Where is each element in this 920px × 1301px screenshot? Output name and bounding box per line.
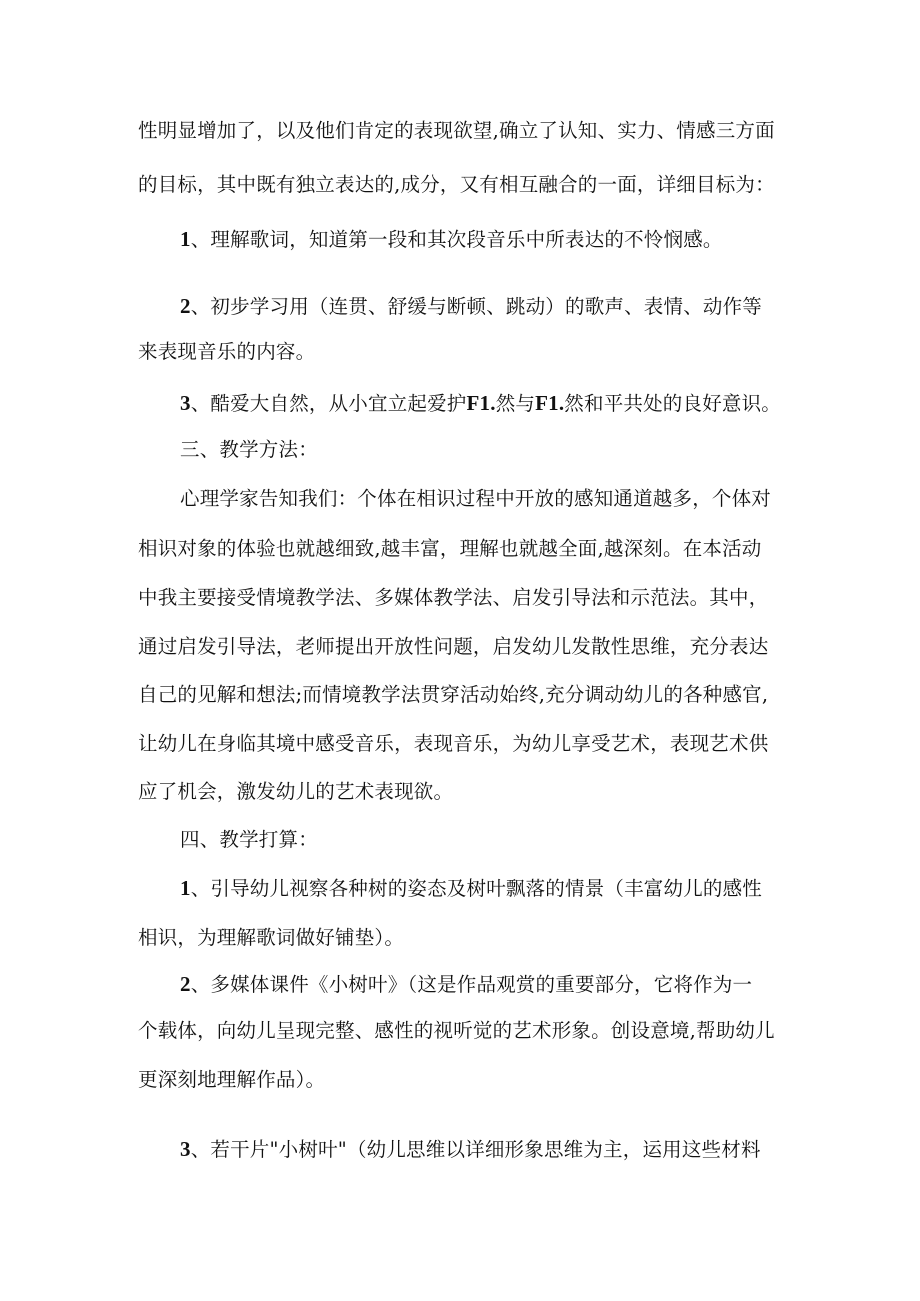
section-heading	[180, 826, 318, 854]
paragraph-line	[138, 730, 768, 758]
item-number: 1	[180, 227, 191, 251]
line-text: 相识对象的体验也就越细致,越丰富，理解也就越全面,越深刻。在本活动	[138, 537, 762, 560]
item-number: 2	[180, 294, 191, 318]
item-number: 1	[180, 876, 191, 900]
line-text: 的目标，其中既有独立表达的,成分，又有相互融合的一面，详细目标为：	[138, 173, 775, 196]
heading-text: 三、教学方法：	[180, 438, 318, 461]
paragraph-line	[138, 1017, 775, 1045]
line-text: 、多媒体课件《小树叶》（这是作品观赏的重要部分，它将作为一	[190, 973, 753, 996]
line-text: 个载体，向幼儿呈现完整、感性的视听觉的艺术形象。创设意境,帮助幼儿	[138, 1019, 775, 1042]
list-item	[180, 970, 752, 999]
line-text: 中我主要接受情境教学法、多媒体教学法、启发引导法和示范法。其中，	[138, 586, 769, 609]
paragraph-line	[138, 681, 768, 709]
line-text: 然和平共处的良好意识。	[564, 392, 781, 415]
section-heading	[180, 436, 318, 464]
paragraph-line	[138, 778, 453, 806]
line-text: 心理学家告知我们：个体在相识过程中开放的感知通道越多，个体对	[180, 487, 772, 510]
paragraph-line	[138, 535, 762, 563]
line-text: 、初步学习用（连贯、舒缓与断顿、跳动）的歌声、表情、动作等	[190, 295, 763, 318]
list-item	[180, 389, 781, 418]
bold-text: F1.	[535, 391, 565, 415]
paragraph-line	[138, 338, 315, 366]
line-text: 来表现音乐的内容。	[138, 340, 316, 363]
heading-text: 四、教学打算：	[180, 828, 318, 851]
list-item	[180, 874, 762, 903]
paragraph-line	[138, 924, 404, 952]
line-text: 让幼儿在身临其境中感受音乐，表现音乐，为幼儿享受艺术，表现艺术供	[138, 732, 769, 755]
paragraph-line	[138, 584, 768, 612]
item-number: 3	[180, 391, 191, 415]
list-item	[180, 1135, 761, 1164]
line-text: 应了机会，激发幼儿的艺术表现欲。	[138, 780, 454, 803]
line-text: 自己的见解和想法;而情境教学法贯穿活动始终,充分调动幼儿的各种感官,	[138, 683, 769, 706]
paragraph-line	[138, 117, 775, 145]
line-text: 、酷爱大自然，从小宜立起爱护	[190, 392, 467, 415]
list-item	[180, 225, 723, 254]
paragraph-line	[138, 1066, 325, 1094]
list-item	[180, 292, 762, 321]
paragraph-line	[138, 171, 775, 199]
paragraph-line	[138, 633, 768, 661]
item-number: 2	[180, 972, 191, 996]
line-text: 更深刻地理解作品）。	[138, 1068, 326, 1091]
line-text: 、引导幼儿视察各种树的姿态及树叶飘落的情景（丰富幼儿的感性	[190, 877, 763, 900]
line-text: 、理解歌词，知道第一段和其次段音乐中所表达的不怜悯感。	[190, 228, 723, 251]
bold-text: F1.	[466, 391, 496, 415]
line-text: 、若干片"小树叶"（幼儿思维以详细形象思维为主，运用这些材料	[190, 1138, 761, 1161]
line-text: 然与	[495, 392, 536, 415]
paragraph-line	[180, 485, 771, 513]
line-text: 通过启发引导法，老师提出开放性问题，启发幼儿发散性思维，充分表达	[138, 635, 769, 658]
item-number: 3	[180, 1137, 191, 1161]
line-text: 性明显增加了，以及他们肯定的表现欲望,确立了认知、实力、情感三方面	[138, 119, 775, 142]
line-text: 相识，为理解歌词做好铺垫）。	[138, 926, 405, 949]
